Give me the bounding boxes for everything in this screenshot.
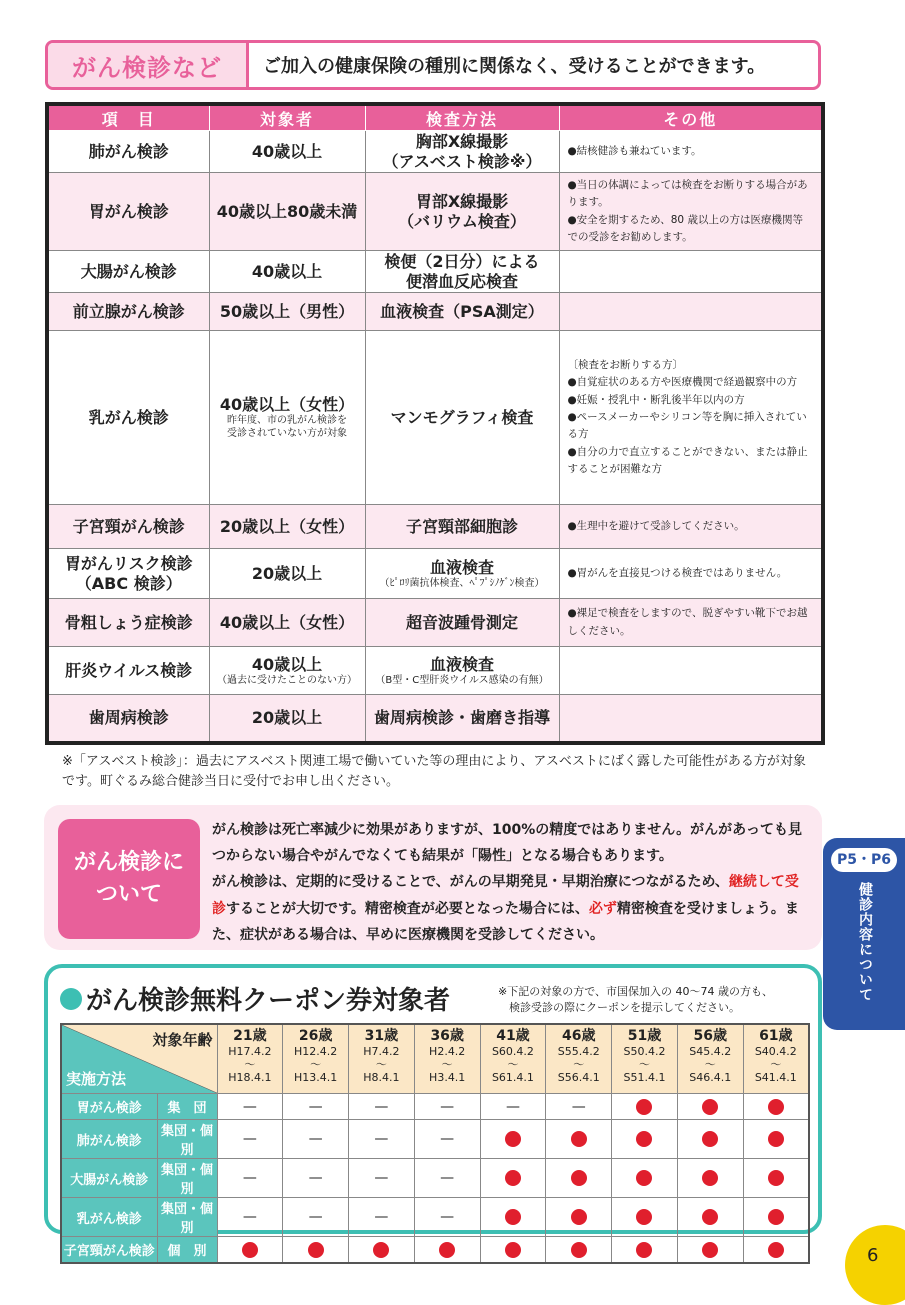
mark-cell: [480, 1094, 546, 1120]
age-tilde: 〜: [704, 1058, 716, 1072]
eligible-dot-icon: [768, 1209, 784, 1225]
mark-cell: [349, 1120, 415, 1159]
coupon-note-line2: 検診受診の際にクーポンを提示してください。: [509, 1000, 740, 1014]
item-cell: 肺がん検診: [47, 131, 209, 173]
method-cell: [365, 647, 559, 695]
other-cell: ●胃がんを直接見つける検査ではありません。: [559, 549, 823, 599]
age-cell: [209, 505, 365, 549]
age-column-header: [743, 1024, 809, 1094]
section-title: がん検診など: [48, 43, 249, 87]
age-tilde: 〜: [441, 1058, 453, 1072]
coupon-row: [61, 1198, 809, 1237]
mark-cell: [414, 1094, 480, 1120]
not-eligible-dash: —: [308, 1131, 323, 1147]
mark-cell: [349, 1159, 415, 1198]
age-text: 20歳以上: [251, 563, 323, 583]
mark-cell: [612, 1237, 678, 1264]
age-from: S55.4.2: [557, 1045, 600, 1058]
eligible-dot-icon: [571, 1170, 587, 1186]
mark-cell: [743, 1094, 809, 1120]
method-cell: [365, 131, 559, 173]
mark-cell: [217, 1120, 283, 1159]
mark-cell: [283, 1094, 349, 1120]
age-from: H12.4.2: [294, 1045, 338, 1058]
side-tab-pages: P5・P6: [831, 848, 897, 872]
other-cell: 〔検査をお断りする方〕 ●自覚症状のある方や医療機関で経過観察中の方 ●妊娠・授乳中・断乳後半年以内の方 ●ペースメーカーやシリコン等を胸に挿入されている方 ●自分の力で直立することができない、または静止することが困難な方: [559, 331, 823, 505]
about-screening-box: [44, 805, 822, 950]
mark-cell: [546, 1094, 612, 1120]
method-text: 超音波踵骨測定: [405, 612, 518, 632]
eligible-dot-icon: [373, 1242, 389, 1258]
method-text: 血液検査: [429, 557, 494, 577]
not-eligible-dash: —: [308, 1170, 323, 1186]
coupon-table: [60, 1023, 810, 1264]
table-row: [47, 549, 823, 599]
age-column-header: [677, 1024, 743, 1094]
eligible-dot-icon: [768, 1170, 784, 1186]
age-from: H17.4.2: [228, 1045, 272, 1058]
age-column-header: [612, 1024, 678, 1094]
mark-cell: [743, 1237, 809, 1264]
table-row: [47, 131, 823, 173]
not-eligible-dash: —: [440, 1098, 455, 1115]
table-row: [47, 251, 823, 293]
method-text: 検便（2日分）による 便潜血反応検査: [384, 251, 540, 291]
table-row: [47, 331, 823, 505]
age-text: 20歳以上: [251, 708, 323, 727]
screening-name: 子宮頸がん検診: [61, 1237, 157, 1264]
age-text: 40歳以上: [251, 261, 323, 281]
item-cell: 骨粗しょう症検診: [47, 599, 209, 647]
mark-cell: [677, 1237, 743, 1264]
mark-cell: [217, 1159, 283, 1198]
table-row: [47, 505, 823, 549]
bullet-icon: [60, 988, 82, 1010]
item-cell: 肝炎ウイルス検診: [47, 647, 209, 695]
about-p2b: することが大切です。精密検査が必要となった場合には、: [226, 900, 589, 917]
mark-cell: [743, 1159, 809, 1198]
age-from: S45.4.2: [689, 1045, 732, 1058]
coupon-corner-cell: [61, 1024, 217, 1094]
method-cell: [365, 251, 559, 293]
age-to: H3.4.1: [429, 1071, 466, 1085]
method-cell: [365, 293, 559, 331]
mark-cell: [677, 1198, 743, 1237]
mark-cell: [546, 1159, 612, 1198]
eligible-dot-icon: [571, 1131, 587, 1147]
column-header: 検査方法: [365, 104, 559, 131]
about-emphasis: 継続して受診: [212, 874, 799, 917]
coupon-note-line1: ※下記の対象の方で、市国保加入の 40〜74 歳の方も、: [498, 985, 773, 998]
not-eligible-dash: —: [440, 1209, 455, 1225]
mark-cell: [217, 1198, 283, 1237]
coupon-title: [60, 980, 450, 1017]
not-eligible-dash: —: [374, 1170, 389, 1186]
age-from: S50.4.2: [623, 1045, 666, 1058]
not-eligible-dash: —: [374, 1098, 389, 1115]
method-cell: [365, 173, 559, 251]
eligible-dot-icon: [636, 1242, 652, 1258]
mark-cell: [414, 1120, 480, 1159]
age-label: 31歳: [364, 1028, 399, 1044]
eligible-dot-icon: [505, 1131, 521, 1147]
other-cell: ●当日の体調によっては検査をお断りする場合があります。 ●安全を期するため、80 歳以上の方は医療機関等での受診をお勧めします。: [559, 173, 823, 251]
mark-cell: [414, 1159, 480, 1198]
age-tilde: 〜: [770, 1058, 782, 1072]
table-row: [47, 695, 823, 743]
age-text: 40歳以上: [251, 654, 323, 674]
mark-cell: [283, 1198, 349, 1237]
other-cell: ●結核健診も兼ねています。: [559, 131, 823, 173]
eligible-dot-icon: [702, 1209, 718, 1225]
coupon-title-text: がん検診無料クーポン券対象者: [86, 986, 451, 1016]
corner-top-label: 対象年齢: [152, 1031, 213, 1049]
item-cell: 歯周病検診: [47, 695, 209, 743]
not-eligible-dash: —: [505, 1098, 520, 1115]
item-cell: 乳がん検診: [47, 331, 209, 505]
age-label: 36歳: [430, 1028, 464, 1044]
age-tilde: 〜: [310, 1058, 322, 1072]
eligible-dot-icon: [768, 1242, 784, 1258]
not-eligible-dash: —: [308, 1098, 323, 1115]
eligible-dot-icon: [308, 1242, 324, 1258]
mark-cell: [546, 1237, 612, 1264]
mark-cell: [480, 1198, 546, 1237]
other-cell: [559, 695, 823, 743]
mark-cell: [612, 1120, 678, 1159]
mark-cell: [480, 1159, 546, 1198]
eligible-dot-icon: [571, 1209, 587, 1225]
mark-cell: [349, 1198, 415, 1237]
eligible-dot-icon: [439, 1242, 455, 1258]
page-number: 6: [867, 1245, 879, 1266]
table-row: [47, 173, 823, 251]
eligible-dot-icon: [505, 1209, 521, 1225]
mark-cell: [480, 1120, 546, 1159]
column-header: その他: [559, 104, 823, 131]
age-column-header: [414, 1024, 480, 1094]
mark-cell: [743, 1198, 809, 1237]
age-label: 26歳: [298, 1028, 333, 1044]
method-cell: [365, 331, 559, 505]
age-text: 40歳以上（女性）: [219, 395, 355, 415]
mark-cell: [546, 1198, 612, 1237]
mark-cell: [283, 1159, 349, 1198]
screening-name: 大腸がん検診: [61, 1159, 157, 1198]
mark-cell: [217, 1094, 283, 1120]
method-cell: [365, 505, 559, 549]
side-index-tab[interactable]: [823, 838, 905, 1030]
eligible-dot-icon: [636, 1209, 652, 1225]
eligible-dot-icon: [636, 1099, 652, 1115]
column-header: 対象者: [209, 104, 365, 131]
age-column-header: [349, 1024, 415, 1094]
age-label: 61歳: [759, 1028, 793, 1044]
method-note: （B型・C型肝炎ウイルス感染の有無）: [375, 674, 549, 686]
mark-cell: [677, 1120, 743, 1159]
age-from: S40.4.2: [754, 1045, 797, 1058]
eligible-dot-icon: [768, 1131, 784, 1147]
age-cell: [209, 131, 365, 173]
mark-cell: [677, 1159, 743, 1198]
age-column-header: [283, 1024, 349, 1094]
screening-table: [45, 102, 825, 745]
screening-name: 乳がん検診: [61, 1198, 157, 1237]
age-from: S60.4.2: [491, 1045, 534, 1058]
coupon-header-row: [61, 1024, 809, 1094]
age-tilde: 〜: [573, 1058, 585, 1072]
age-column-header: [480, 1024, 546, 1094]
age-to: S46.4.1: [689, 1071, 732, 1085]
section-header: [45, 40, 821, 90]
mark-cell: [612, 1198, 678, 1237]
not-eligible-dash: —: [440, 1170, 455, 1186]
method-text: マンモグラフィ検査: [390, 407, 534, 427]
mark-cell: [414, 1237, 480, 1264]
not-eligible-dash: —: [374, 1209, 389, 1225]
about-emphasis-2: 必ず: [588, 900, 617, 917]
age-column-header: [546, 1024, 612, 1094]
mark-cell: [414, 1198, 480, 1237]
other-cell: [559, 251, 823, 293]
age-tilde: 〜: [375, 1058, 387, 1072]
age-to: S56.4.1: [557, 1071, 600, 1085]
not-eligible-dash: —: [440, 1131, 455, 1147]
eligible-dot-icon: [702, 1099, 718, 1115]
method-label: 集団・個別: [157, 1120, 217, 1159]
not-eligible-dash: —: [242, 1170, 257, 1186]
age-tilde: 〜: [507, 1058, 519, 1072]
method-cell: [365, 599, 559, 647]
age-label: 21歳: [233, 1028, 267, 1044]
eligible-dot-icon: [571, 1242, 587, 1258]
eligible-dot-icon: [242, 1242, 258, 1258]
method-note: （ﾋﾟﾛﾘ菌抗体検査、ﾍﾟﾌﾟｼﾉｹﾞﾝ検査）: [379, 577, 545, 589]
about-badge: [58, 819, 200, 939]
about-p2c: 精密検査を受けましょう。また、症状がある場合は、早めに医療機関を受診してください。: [212, 900, 799, 943]
other-cell: [559, 293, 823, 331]
mark-cell: [743, 1120, 809, 1159]
age-from: H2.4.2: [429, 1045, 466, 1058]
not-eligible-dash: —: [308, 1209, 323, 1225]
method-text: 歯周病検診・歯磨き指導: [373, 708, 550, 727]
table-header-row: [47, 104, 823, 131]
mark-cell: [217, 1237, 283, 1264]
other-cell: [559, 647, 823, 695]
mark-cell: [612, 1094, 678, 1120]
side-tab-label: 健診内容について: [857, 882, 873, 1002]
coupon-row: [61, 1120, 809, 1159]
about-text: [212, 817, 812, 948]
method-label: 集団・個別: [157, 1159, 217, 1198]
mark-cell: [546, 1120, 612, 1159]
method-label: 集団・個別: [157, 1198, 217, 1237]
not-eligible-dash: —: [242, 1098, 257, 1115]
age-cell: [209, 293, 365, 331]
age-cell: [209, 251, 365, 293]
mark-cell: [349, 1237, 415, 1264]
eligible-dot-icon: [702, 1242, 718, 1258]
item-cell: 大腸がん検診: [47, 251, 209, 293]
age-label: 46歳: [561, 1028, 596, 1044]
method-text: 血液検査: [429, 654, 494, 674]
screening-name: 肺がん検診: [61, 1120, 157, 1159]
age-tilde: 〜: [638, 1058, 650, 1072]
item-cell: 前立腺がん検診: [47, 293, 209, 331]
method-label: 個 別: [157, 1237, 217, 1264]
eligible-dot-icon: [636, 1170, 652, 1186]
age-to: S41.4.1: [754, 1071, 797, 1085]
age-note: 昨年度、市の乳がん検診を 受診されていない方が対象: [227, 415, 347, 439]
age-label: 56歳: [693, 1028, 727, 1044]
eligible-dot-icon: [505, 1242, 521, 1258]
eligible-dot-icon: [505, 1170, 521, 1186]
method-cell: [365, 695, 559, 743]
age-cell: [209, 331, 365, 505]
method-text: 胸部X線撮影 （アスベスト検診※）: [382, 131, 542, 171]
age-to: H13.4.1: [294, 1071, 338, 1085]
not-eligible-dash: —: [242, 1209, 257, 1225]
not-eligible-dash: —: [374, 1131, 389, 1147]
eligible-dot-icon: [768, 1099, 784, 1115]
age-text: 40歳以上（女性）: [219, 612, 355, 632]
mark-cell: [283, 1120, 349, 1159]
age-cell: [209, 549, 365, 599]
method-text: 胃部X線撮影 （バリウム検査）: [398, 191, 526, 231]
age-text: 20歳以上（女性）: [219, 516, 355, 536]
method-label: 集 団: [157, 1094, 217, 1120]
age-cell: [209, 173, 365, 251]
coupon-section: [44, 964, 822, 1259]
age-text: 50歳以上（男性）: [219, 301, 355, 321]
page-number-badge: [845, 1225, 905, 1305]
coupon-note: [498, 984, 773, 1016]
other-cell: ●生理中を避けて受診してください。: [559, 505, 823, 549]
method-text: 血液検査（PSA測定）: [380, 301, 544, 321]
age-to: S61.4.1: [491, 1071, 534, 1085]
mark-cell: [349, 1094, 415, 1120]
age-text: 40歳以上80歳未満: [216, 201, 358, 221]
corner-bottom-label: 実施方法: [66, 1070, 127, 1088]
age-note: （過去に受けたことのない方）: [217, 674, 357, 686]
mark-cell: [480, 1237, 546, 1264]
coupon-row: [61, 1094, 809, 1120]
method-cell: [365, 549, 559, 599]
age-cell: [209, 647, 365, 695]
age-tilde: 〜: [244, 1058, 256, 1072]
coupon-row: [61, 1159, 809, 1198]
other-cell: ●裸足で検査をしますので、脱ぎやすい靴下でお越しください。: [559, 599, 823, 647]
about-badge-line2: ついて: [95, 882, 162, 907]
section-subtitle: ご加入の健康保険の種別に関係なく、受けることができます。: [263, 56, 766, 77]
item-cell: 胃がんリスク検診 （ABC 検診）: [47, 549, 209, 599]
table-row: [47, 293, 823, 331]
mark-cell: [677, 1094, 743, 1120]
age-to: H8.4.1: [363, 1071, 400, 1085]
age-from: H7.4.2: [363, 1045, 400, 1058]
mark-cell: [283, 1237, 349, 1264]
eligible-dot-icon: [702, 1170, 718, 1186]
age-cell: [209, 599, 365, 647]
not-eligible-dash: —: [242, 1131, 257, 1147]
mark-cell: [612, 1159, 678, 1198]
coupon-row: [61, 1237, 809, 1264]
age-to: H18.4.1: [228, 1071, 272, 1085]
age-to: S51.4.1: [623, 1071, 666, 1085]
table-row: [47, 599, 823, 647]
about-p2a: がん検診は、定期的に受けることで、がんの早期発見・早期治療につながるため、: [212, 874, 729, 891]
age-label: 51歳: [627, 1028, 662, 1044]
about-p1: がん検診は死亡率減少に効果がありますが、100%の精度ではありません。がんがあっても見つからない場合やがんでなくても結果が「陽性」となる場合もあります。: [212, 822, 802, 865]
age-column-header: [217, 1024, 283, 1094]
method-text: 子宮頸部細胞診: [405, 516, 518, 536]
table-row: [47, 647, 823, 695]
footnote: ※「アスベスト検診」：過去にアスベスト関連工場で働いていた等の理由により、アスベストにばく露した可能性がある方が対象です。町ぐるみ総合健診当日に受付でお申し出ください。: [62, 754, 806, 790]
column-header: 項 目: [47, 104, 209, 131]
not-eligible-dash: —: [571, 1098, 586, 1115]
screening-name: 胃がん検診: [61, 1094, 157, 1120]
age-cell: [209, 695, 365, 743]
item-cell: 胃がん検診: [47, 173, 209, 251]
age-label: 41歳: [496, 1028, 530, 1044]
eligible-dot-icon: [636, 1131, 652, 1147]
eligible-dot-icon: [702, 1131, 718, 1147]
about-badge-line1: がん検診に: [73, 850, 184, 876]
item-cell: 子宮頸がん検診: [47, 505, 209, 549]
age-text: 40歳以上: [251, 141, 323, 161]
